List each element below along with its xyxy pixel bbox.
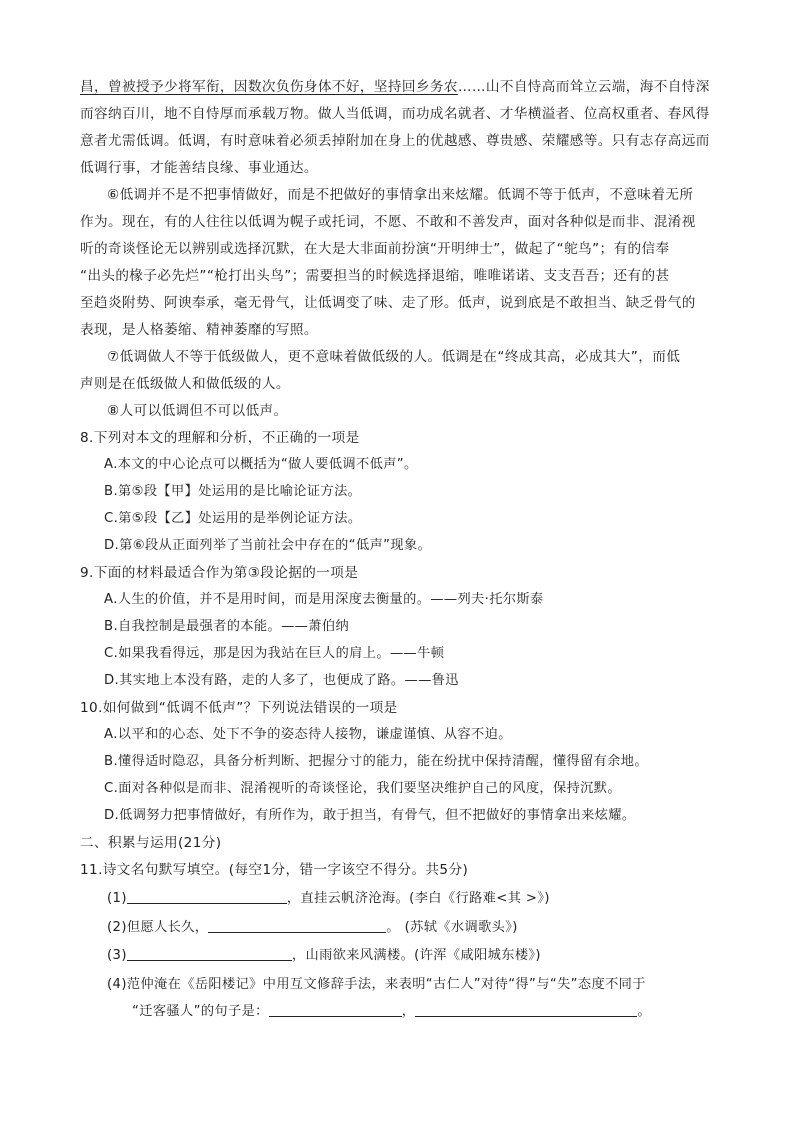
question-9-option-a: A.人生的价值，并不是用时间，而是用深度去衡量的。——列夫·托尔斯泰 [104,592,544,607]
fill-in-2: (2)但愿人长久， 。 (苏轼《水调歌头》) [107,920,518,935]
answer-blank[interactable] [127,889,287,904]
answer-blank[interactable] [415,1002,637,1017]
passage-line: 听的奇谈怪论无以辨别或选择沉默，在大是大非面前扮演“开明绅士”，做起了“鸵鸟”；有的信奉 [80,241,670,257]
passage-line: 作为。现在，有的人往往以低调为幌子或托词，不愿、不敢和不善发声，面对各种似是而非、混淆视 [80,214,696,230]
question-10-option-c: C.面对各种似是而非、混淆视听的奇谈怪论，我们要坚决维护自己的风度，保持沉默。 [104,781,621,796]
paragraph-7: ⑦低调做人不等于低级做人，更不意味着做低级的人。低调是在“终成其高，必成其大”，而低 [107,349,681,365]
passage-line: 而容纳百川，地不自恃厚而承载万物。做人当低调，而功成名就者、才华横溢者、位高权重者、春风得 [80,106,710,122]
passage-line: 表现，是人格萎缩、精神萎靡的写照。 [80,322,318,338]
answer-blank[interactable] [269,1002,402,1017]
question-11-stem: 11.诗文名句默写填空。(每空1分，错一字该空不得分。共5分) [80,862,469,878]
paragraph-8: ⑧人可以低调但不可以低声。 [107,403,288,419]
question-9-option-b: B.自我控制是最强者的本能。——萧伯纳 [104,619,350,634]
question-9-option-c: C.如果我看得远，那是因为我站在巨人的肩上。——牛顿 [104,646,445,661]
question-8-option-a: A.本文的中心论点可以概括为“做人要低调不低声”。 [104,457,418,472]
passage-line: 声则是在低级做人和做低级的人。 [80,376,290,392]
passage-line: “出头的椽子必先烂”“枪打出头鸟”；需要担当的时候选择退缩，唯唯诺诺、支支吾吾；还有的甚 [80,268,670,284]
question-8-option-c: C.第⑤段【乙】处运用的是举例论证方法。 [104,511,362,526]
question-8-option-b: B.第⑤段【甲】处运用的是比喻论证方法。 [104,484,362,499]
question-8-option-d: D.第⑥段从正面列举了当前社会中存在的“低声”现象。 [104,538,432,553]
fill-in-4-line2: “迁客骚人”的句子是： ， 。 [132,1004,651,1019]
question-10-stem: 10.如何做到“低调不低声”？下列说法错误的一项是 [80,700,398,716]
passage-line: 意者尤需低调。低调，有时意味着必须丢掉附加在身上的优越感、尊贵感、荣耀感等。只有志存高远而 [80,133,710,149]
fill-in-1: (1) ，直挂云帆济沧海。(李白《行路难<其 >》) [107,891,550,906]
fill-in-3: (3) ，山雨欲来风满楼。(许浑《咸阳城东楼》) [107,948,541,963]
fill-in-4: (4)范仲淹在《岳阳楼记》中用互文修辞手法，来表明“古仁人”对待“得”与“失”态度不同于 [107,977,646,992]
passage-line: 昌，曾被授予少将军衔，因数次负伤身体不好，坚持回乡务农……山不自恃高而耸立云端，海不自恃深 [80,79,710,95]
question-10-option-b: B.懂得适时隐忍，具备分析判断、把握分寸的能力，能在纷扰中保持清醒，懂得留有余地。 [104,754,648,769]
answer-blank[interactable] [127,946,292,961]
question-10-option-a: A.以平和的心态、处下不争的姿态待人接物，谦虚谨慎、从容不迫。 [104,727,512,742]
question-9-option-d: D.其实地上本没有路，走的人多了，也便成了路。——鲁迅 [104,673,459,688]
answer-blank[interactable] [208,918,386,933]
passage-line: 至趋炎附势、阿谀奉承，毫无骨气，让低调变了味、走了形。低声，说到底是不敢担当、缺乏骨气的 [80,295,696,311]
underlined-text: 昌，曾被授予少将军衔，因数次负伤身体不好，坚持回乡务农 [80,79,458,95]
question-9-stem: 9.下面的材料最适合作为第③段论据的一项是 [80,565,359,581]
question-8-stem: 8.下列对本文的理解和分析，不正确的一项是 [80,430,360,446]
question-10-option-d: D.低调努力把事情做好，有所作为，敢于担当，有骨气，但不把做好的事情拿出来炫耀。 [104,808,636,823]
passage-line: 低调行事，才能善结良缘、事业通达。 [80,160,318,176]
paragraph-6: ⑥低调并不是不把事情做好，而是不把做好的事情拿出来炫耀。低调不等于低声，不意味着无所 [107,187,694,203]
section-2-title: 二、积累与运用(21分) [80,835,222,851]
